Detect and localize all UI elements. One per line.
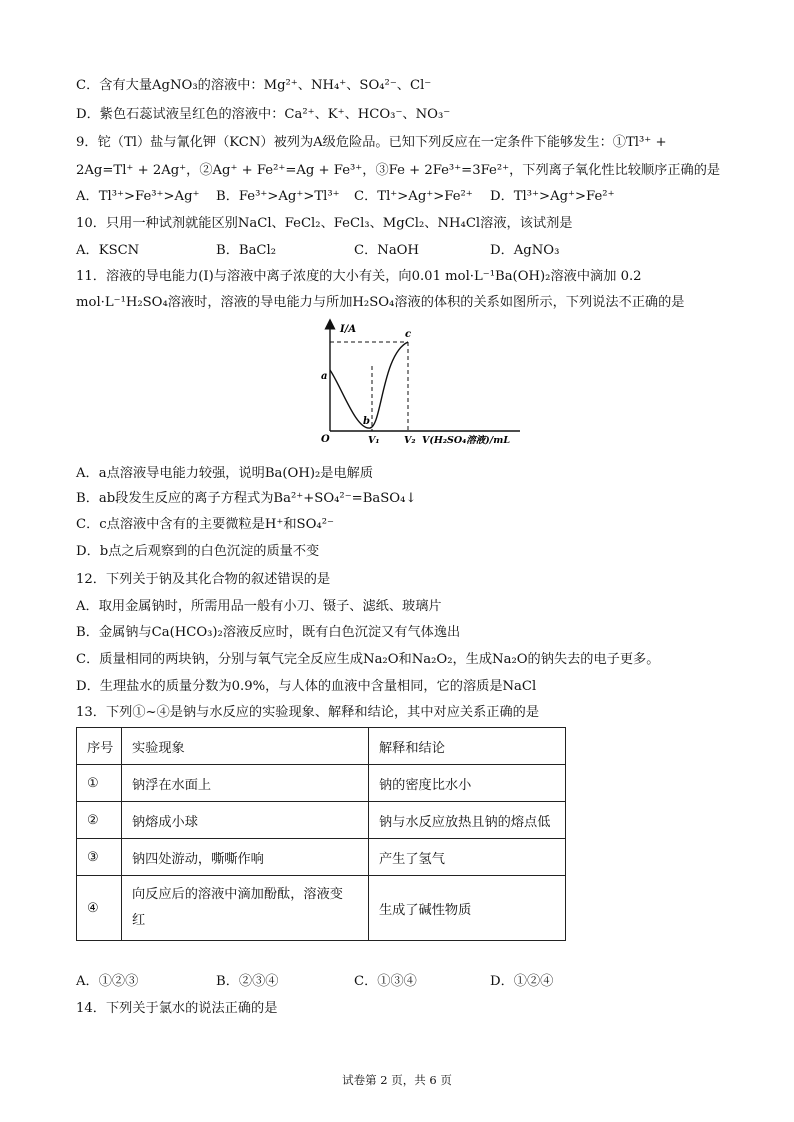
question-13-options <box>76 973 716 991</box>
table-cell: 钠的密度比水小 <box>369 765 566 802</box>
table-cell: ① <box>77 765 122 802</box>
option-c: C．Tl⁺>Ag⁺>Fe²⁺ <box>354 189 473 204</box>
question-11-option-c: C．c点溶液中含有的主要微粒是H⁺和SO₄²⁻ <box>76 517 334 532</box>
question-11-line2: mol·L⁻¹H₂SO₄溶液时，溶液的导电能力与所加H₂SO₄溶液的体积的关系如图所示，下列说法不正确的是 <box>76 295 685 310</box>
question-12-option-d: D．生理盐水的质量分数为0.9%，与人体的血液中含量相同，它的溶质是NaCl <box>76 679 537 694</box>
option-c: C．NaOH <box>354 243 419 258</box>
option-c: C．①③④ <box>354 974 417 989</box>
question-9-line2: 2Ag=Tl⁺ + 2Ag⁺，②Ag⁺ + Fe²⁺=Ag + Fe³⁺，③Fe + 2Fe³⁺=3Fe²⁺，下列离子氧化性比较顺序正确的是 <box>76 163 721 178</box>
table-row <box>77 802 566 839</box>
option-a: A．KSCN <box>76 243 140 258</box>
x-axis-label: V(H₂SO₄溶液)/mL <box>422 435 510 446</box>
option-b: B．②③④ <box>216 974 279 989</box>
option-d: D．AgNO₃ <box>490 243 560 258</box>
table-cell: ② <box>77 802 122 839</box>
question-12-option-b: B．金属钠与Ca(HCO₃)₂溶液反应时，既有白色沉淀又有气体逸出 <box>76 625 461 640</box>
table-cell: 钠与水反应放热且钠的熔点低 <box>369 802 566 839</box>
question-13: 13．下列①~④是钠与水反应的实验现象、解释和结论，其中对应关系正确的是 <box>76 705 540 720</box>
option-c-q8: C．含有大量AgNO₃的溶液中：Mg²⁺、NH₄⁺、SO₄²⁻、Cl⁻ <box>76 78 432 93</box>
table-cell: 向反应后的溶液中滴加酚酞，溶液变红 <box>122 876 369 941</box>
v1-label: V₁ <box>368 435 380 446</box>
table-header-cell: 序号 <box>77 728 122 765</box>
option-a: A．①②③ <box>76 974 139 989</box>
question-11-line1: 11．溶液的导电能力(I)与溶液中离子浓度的大小有关，向0.01 mol·L⁻¹Ba(OH)₂溶液中滴加 0.2 <box>76 269 642 284</box>
point-a-label: a <box>321 371 328 382</box>
table-row <box>77 765 566 802</box>
v2-label: V₂ <box>404 435 416 446</box>
table-cell: 钠熔成小球 <box>122 802 369 839</box>
option-d: D．①②④ <box>490 974 554 989</box>
table-row <box>77 876 566 941</box>
conductivity-graph <box>308 318 538 450</box>
experiment-table <box>76 727 566 941</box>
option-b: B．Fe³⁺>Ag⁺>Tl³⁺ <box>216 189 340 204</box>
question-11-option-d: D．b点之后观察到的白色沉淀的质量不变 <box>76 544 320 559</box>
question-9-options <box>76 188 716 206</box>
option-d-q8: D．紫色石蕊试液呈红色的溶液中：Ca²⁺、K⁺、HCO₃⁻、NO₃⁻ <box>76 107 451 122</box>
question-11-option-b: B．ab段发生反应的离子方程式为Ba²⁺+SO₄²⁻=BaSO₄↓ <box>76 491 417 506</box>
y-axis-label: I/A <box>340 324 357 335</box>
question-10: 10．只用一种试剂就能区别NaCl、FeCl₂、FeCl₃、MgCl₂、NH₄Cl溶液，该试剂是 <box>76 216 573 231</box>
option-a: A．Tl³⁺>Fe³⁺>Ag⁺ <box>76 189 200 204</box>
question-12-option-c: C．质量相同的两块钠，分别与氧气完全反应生成Na₂O和Na₂O₂，生成Na₂O的钠失去的电子更多。 <box>76 652 660 667</box>
question-11-option-a: A．a点溶液导电能力较强，说明Ba(OH)₂是电解质 <box>76 466 374 481</box>
option-d: D．Tl³⁺>Ag⁺>Fe²⁺ <box>490 189 615 204</box>
point-b-label: b <box>363 416 370 427</box>
question-10-options <box>76 242 716 260</box>
question-14: 14．下列关于氯水的说法正确的是 <box>76 1001 278 1016</box>
table-row <box>77 839 566 876</box>
question-12: 12．下列关于钠及其化合物的叙述错误的是 <box>76 572 331 587</box>
table-cell: 钠四处游动，嘶嘶作响 <box>122 839 369 876</box>
table-header-cell: 解释和结论 <box>369 728 566 765</box>
table-cell: 产生了氢气 <box>369 839 566 876</box>
table-cell: 钠浮在水面上 <box>122 765 369 802</box>
table-cell: 生成了碱性物质 <box>369 876 566 941</box>
option-b: B．BaCl₂ <box>216 243 277 258</box>
table-cell: ③ <box>77 839 122 876</box>
point-c-label: c <box>405 329 412 340</box>
table-header-row <box>77 728 566 765</box>
question-9-line1: 9．铊（Tl）盐与氰化钾（KCN）被列为A级危险品。已知下列反应在一定条件下能够发生：①Tl³⁺ + <box>76 135 667 150</box>
page-footer: 试卷第 2 页，共 6 页 <box>342 1073 452 1087</box>
question-12-option-a: A．取用金属钠时，所需用品一般有小刀、镊子、滤纸、玻璃片 <box>76 599 442 614</box>
table-header-cell: 实验现象 <box>122 728 369 765</box>
table-cell: ④ <box>77 876 122 941</box>
origin-label: O <box>321 434 330 445</box>
